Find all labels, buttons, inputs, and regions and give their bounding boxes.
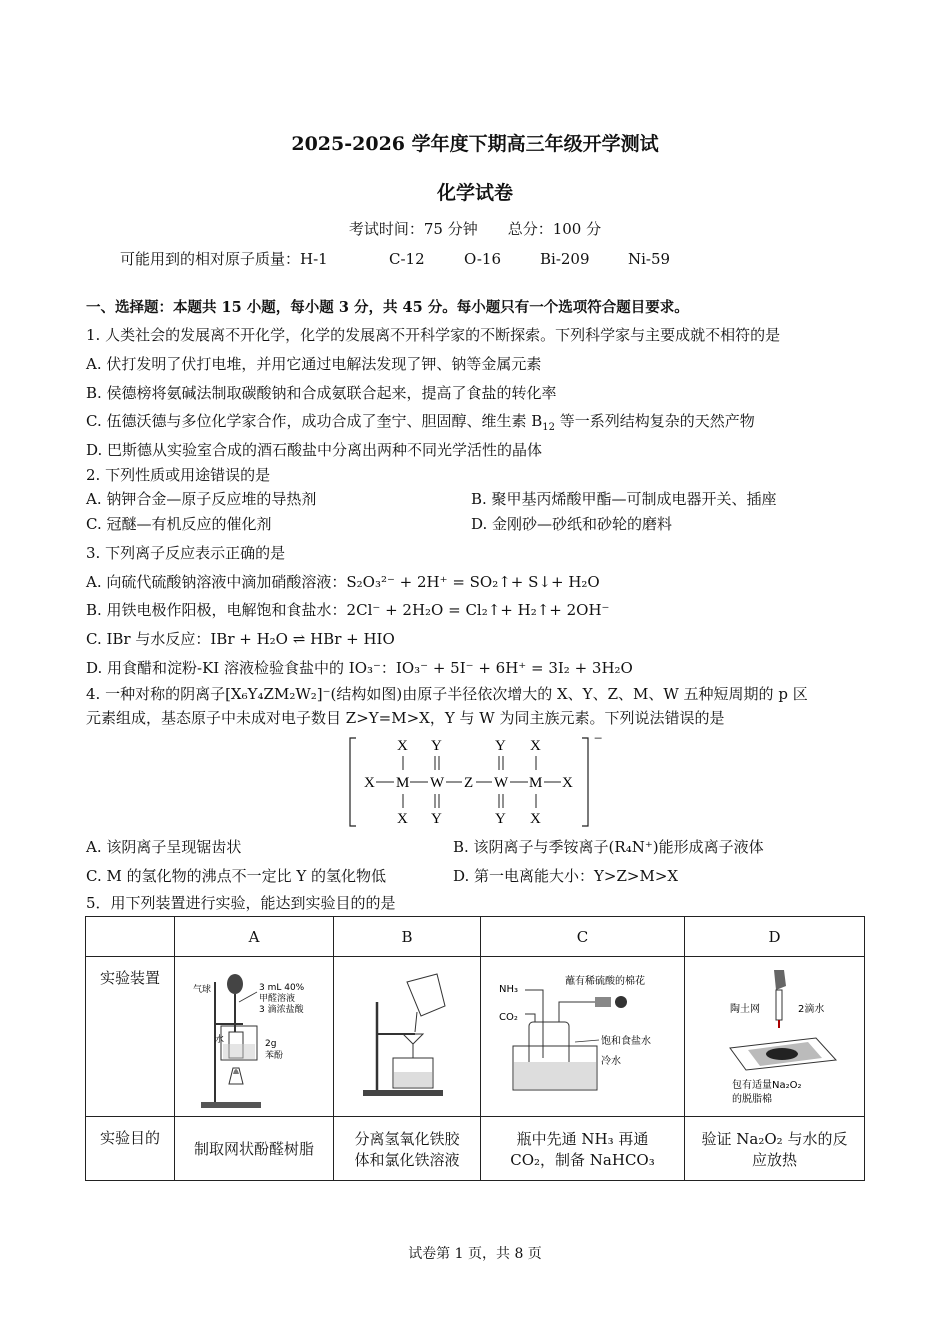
label-cotton-d: 的脱脂棉 xyxy=(731,1093,772,1105)
label-phenol: 苯酚 xyxy=(265,1050,284,1061)
q4-stem-line1: 4. 一种对称的阴离子[X₆Y₄ZM₂W₂]⁻(结构如图)由原子半径依次增大的 X、Y、Z、M、W 五种短周期的 p 区 xyxy=(86,685,808,703)
q1-option-c: C. 伍德沃德与多位化学家合作，成功合成了奎宁、胆固醇、维生素 $B_{12}$ 等一系列结构复杂的天然产物 xyxy=(86,412,755,433)
label-formaldehyde-vol: 3 mL 40% xyxy=(259,982,305,993)
experiment-table xyxy=(85,916,865,1181)
exam-subtitle: 化学试卷 xyxy=(436,182,513,204)
row-label-purpose: 实验目的 xyxy=(86,1117,175,1181)
label-cotton: 蘸有稀硫酸的棉花 xyxy=(565,975,645,987)
q5-stem: 5．用下列装置进行实验，能达到实验目的的是 xyxy=(86,894,396,912)
col-header-c: C xyxy=(481,917,685,957)
atom-bot-2: Y xyxy=(431,811,442,827)
q4-option-a: A. 该阴离子呈现锯齿状 xyxy=(86,838,242,856)
q4-option-c: C. M 的氢化物的沸点不一定比 Y 的氢化物低 xyxy=(86,867,387,885)
q3-option-d: D. 用食醋和淀粉-KI 溶液检验食盐中的 IO₃⁻：IO₃⁻ + 5I⁻ + 6H⁺ = 3I₂ + 3H₂O xyxy=(86,659,633,677)
label-co2: CO₂ xyxy=(499,1011,518,1023)
apparatus-d-cell xyxy=(685,957,865,1117)
q2-option-a: A. 钠钾合金—原子反应堆的导热剂 xyxy=(86,490,317,508)
hand-icon xyxy=(774,970,786,990)
purpose-b: 分离氢氧化铁胶 体和氯化铁溶液 xyxy=(334,1117,481,1181)
q1-stem: 1. 人类社会的发展离不开化学，化学的发展离不开科学家的不断探索。下列科学家与主要成就不相符的是 xyxy=(86,326,781,344)
q2-stem: 2. 下列性质或用途错误的是 xyxy=(86,466,271,484)
exam-info: 考试时间：75 分钟 总分：100 分 xyxy=(348,220,602,238)
atomic-mass-ni: Ni-59 xyxy=(628,250,671,268)
label-hcl: 3 滴浓盐酸 xyxy=(259,1004,304,1015)
apparatus-a-cell xyxy=(175,957,334,1117)
q3-option-b: B. 用铁电极作阳极，电解饱和食盐水：2Cl⁻ + 2H₂O = Cl₂↑+ H₂↑+ 2OH⁻ xyxy=(86,601,610,619)
cotton-ball-icon xyxy=(615,996,627,1008)
label-clay-net: 陶土网 xyxy=(729,1003,760,1015)
atom-mid-4: Z xyxy=(464,775,474,791)
apparatus-a-diagram xyxy=(179,962,329,1112)
atomic-mass-o: O-16 xyxy=(464,250,502,268)
atom-top-4: X xyxy=(530,738,541,754)
label-phenol-mass: 2g xyxy=(265,1038,277,1049)
section-heading: 一、选择题：本题共 15 小题，每小题 3 分，共 45 分。每小题只有一个选项符合题目要求。 xyxy=(86,299,689,316)
q4-option-d: D. 第一电离能大小：Y>Z>M>X xyxy=(453,867,679,885)
apparatus-b-cell xyxy=(334,957,481,1117)
apparatus-c-cell xyxy=(481,957,685,1117)
q2-option-d: D. 金刚砂—砂纸和砂轮的磨料 xyxy=(471,515,673,533)
atom-mid-6: M xyxy=(529,775,543,791)
col-header-a: A xyxy=(175,917,334,957)
label-nh3: NH₃ xyxy=(499,983,519,995)
atom-mid-7: X xyxy=(562,775,573,791)
apparatus-b-diagram xyxy=(337,962,477,1112)
q4-option-b: B. 该阴离子与季铵离子(R₄N⁺)能形成离子液体 xyxy=(453,838,764,856)
label-water: 水 xyxy=(215,1034,225,1045)
q2-option-b: B. 聚甲基丙烯酸甲酯—可制成电器开关、插座 xyxy=(471,490,777,508)
purpose-row xyxy=(86,1117,865,1181)
q2-option-c: C. 冠醚—有机反应的催化剂 xyxy=(86,515,272,533)
label-cold-water: 冷水 xyxy=(601,1055,621,1067)
purpose-a: 制取网状酚醛树脂 xyxy=(175,1117,334,1181)
label-na2o2: 包有适量Na₂O₂ xyxy=(731,1079,801,1091)
label-saline: 饱和食盐水 xyxy=(601,1035,651,1047)
col-header-d: D xyxy=(685,917,865,957)
q3-option-a: A. 向硫代硫酸钠溶液中滴加硝酸溶液：S₂O₃²⁻ + 2H⁺ = SO₂↑+ S↓+ H₂O xyxy=(86,573,600,591)
left-bracket xyxy=(350,738,356,826)
page-footer: 试卷第 1 页，共 8 页 xyxy=(408,1246,542,1262)
atom-bot-3: Y xyxy=(495,811,506,827)
atom-mid-5: W xyxy=(494,775,509,791)
row-label-apparatus: 实验装置 xyxy=(86,957,175,1117)
atom-mid-3: W xyxy=(430,775,445,791)
atomic-mass-label: 可能用到的相对原子质量：H-1 xyxy=(120,250,328,268)
purpose-c: 瓶中先通 NH₃ 再通 CO₂，制备 NaHCO₃ xyxy=(481,1117,685,1181)
apparatus-row xyxy=(86,957,865,1117)
atom-mid-1: X xyxy=(364,775,375,791)
purpose-d: 验证 Na₂O₂ 与水的反 应放热 xyxy=(685,1117,865,1181)
label-formaldehyde: 甲醛溶液 xyxy=(259,993,296,1004)
q4-stem-line2: 元素组成，基态原子中未成对电子数目 Z>Y=M>X，Y 与 W 为同主族元素。下列说法错误的是 xyxy=(86,709,725,727)
balloon-icon xyxy=(227,974,243,994)
atom-mid-2: M xyxy=(396,775,410,791)
q1-option-a: A. 伏打发明了伏打电堆，并用它通过电解法发现了钾、钠等金属元素 xyxy=(86,355,542,373)
table-corner-cell xyxy=(86,917,175,957)
q1-option-d: D. 巴斯德从实验室合成的酒石酸盐中分离出两种不同光学活性的晶体 xyxy=(86,441,543,459)
apparatus-d-diagram xyxy=(690,962,860,1112)
atomic-mass-c: C-12 xyxy=(389,250,425,268)
exam-title: 2025-2026 学年度下期高三年级开学测试 xyxy=(291,133,659,155)
table-header-row xyxy=(86,917,865,957)
label-two-drops: 2滴水 xyxy=(797,1003,824,1015)
q3-stem: 3. 下列离子反应表示正确的是 xyxy=(86,544,286,562)
q3-option-c: C. IBr 与水反应：IBr + H₂O ⇌ HBr + HIO xyxy=(86,630,395,648)
anion-structure-diagram xyxy=(340,734,610,830)
atom-bot-1: X xyxy=(397,811,408,827)
q1-option-b: B. 侯德榜将氨碱法制取碳酸钠和合成氨联合起来，提高了食盐的转化率 xyxy=(86,384,557,402)
atom-top-1: X xyxy=(397,738,408,754)
right-bracket xyxy=(582,738,588,826)
label-balloon: 气球 xyxy=(193,984,212,995)
atom-top-3: Y xyxy=(495,738,506,754)
charge-label: − xyxy=(594,734,603,747)
atom-bot-4: X xyxy=(530,811,541,827)
atomic-mass-bi: Bi-209 xyxy=(540,250,590,268)
apparatus-c-diagram xyxy=(485,962,680,1112)
atom-top-2: Y xyxy=(431,738,442,754)
col-header-b: B xyxy=(334,917,481,957)
